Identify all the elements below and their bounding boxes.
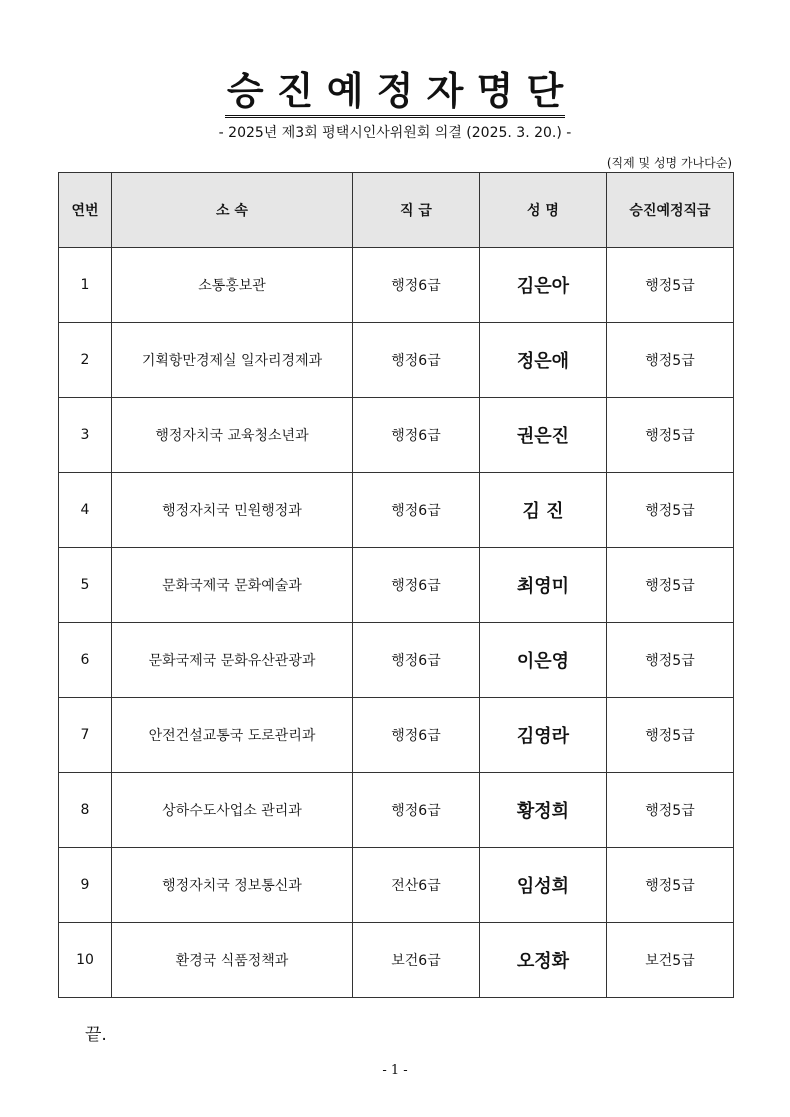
row-name: 황정희 <box>480 773 607 848</box>
document-subtitle: - 2025년 제3회 평택시인사위원회 의결 (2025. 3. 20.) - <box>218 125 572 141</box>
row-target-grade: 행정5급 <box>607 848 734 923</box>
row-name: 김영라 <box>480 698 607 773</box>
row-grade: 행정6급 <box>353 623 480 698</box>
row-department: 행정자치국 교육청소년과 <box>112 398 353 473</box>
row-department: 문화국제국 문화유산관광과 <box>112 623 353 698</box>
table-row <box>59 548 734 623</box>
row-seq: 3 <box>59 398 112 473</box>
row-name: 최영미 <box>480 548 607 623</box>
row-target-grade: 보건5급 <box>607 923 734 998</box>
row-department: 기획항만경제실 일자리경제과 <box>112 323 353 398</box>
page-number: - 1 - <box>382 1063 408 1078</box>
row-seq: 2 <box>59 323 112 398</box>
row-department: 안전건설교통국 도로관리과 <box>112 698 353 773</box>
row-seq: 9 <box>59 848 112 923</box>
row-grade: 전산6급 <box>353 848 480 923</box>
row-grade: 행정6급 <box>353 698 480 773</box>
row-seq: 4 <box>59 473 112 548</box>
row-department: 문화국제국 문화예술과 <box>112 548 353 623</box>
row-target-grade: 행정5급 <box>607 398 734 473</box>
row-department: 행정자치국 민원행정과 <box>112 473 353 548</box>
table-row <box>59 848 734 923</box>
row-grade: 행정6급 <box>353 773 480 848</box>
row-name: 오정화 <box>480 923 607 998</box>
row-seq: 7 <box>59 698 112 773</box>
table-header-row <box>59 173 734 248</box>
header-department: 소 속 <box>112 173 353 248</box>
row-seq: 10 <box>59 923 112 998</box>
row-grade: 행정6급 <box>353 398 480 473</box>
row-name: 임성희 <box>480 848 607 923</box>
row-grade: 행정6급 <box>353 323 480 398</box>
table-row <box>59 923 734 998</box>
table-row <box>59 473 734 548</box>
row-name: 이은영 <box>480 623 607 698</box>
row-seq: 5 <box>59 548 112 623</box>
row-target-grade: 행정5급 <box>607 623 734 698</box>
table-row <box>59 773 734 848</box>
header-grade: 직 급 <box>353 173 480 248</box>
row-target-grade: 행정5급 <box>607 773 734 848</box>
row-grade: 행정6급 <box>353 473 480 548</box>
document-title: 승 진 예 정 자 명 단 <box>225 68 565 118</box>
table-row <box>59 323 734 398</box>
sort-order-note: (직제 및 성명 가나다순) <box>606 156 732 170</box>
row-name: 권은진 <box>480 398 607 473</box>
row-grade: 행정6급 <box>353 548 480 623</box>
row-target-grade: 행정5급 <box>607 698 734 773</box>
row-name: 김 진 <box>480 473 607 548</box>
row-seq: 6 <box>59 623 112 698</box>
row-department: 환경국 식품정책과 <box>112 923 353 998</box>
row-name: 정은애 <box>480 323 607 398</box>
row-target-grade: 행정5급 <box>607 248 734 323</box>
row-department: 상하수도사업소 관리과 <box>112 773 353 848</box>
row-target-grade: 행정5급 <box>607 548 734 623</box>
table-row <box>59 698 734 773</box>
header-target-grade: 승진예정직급 <box>607 173 734 248</box>
end-mark: 끝. <box>85 1025 107 1045</box>
row-name: 김은아 <box>480 248 607 323</box>
row-target-grade: 행정5급 <box>607 323 734 398</box>
row-seq: 8 <box>59 773 112 848</box>
document-title-block <box>0 68 790 118</box>
promotion-roster-table <box>58 172 734 998</box>
row-grade: 보건6급 <box>353 923 480 998</box>
row-target-grade: 행정5급 <box>607 473 734 548</box>
header-seq: 연번 <box>59 173 112 248</box>
row-seq: 1 <box>59 248 112 323</box>
header-name: 성 명 <box>480 173 607 248</box>
table-row <box>59 248 734 323</box>
row-department: 소통홍보관 <box>112 248 353 323</box>
table-row <box>59 623 734 698</box>
row-grade: 행정6급 <box>353 248 480 323</box>
row-department: 행정자치국 정보통신과 <box>112 848 353 923</box>
table-row <box>59 398 734 473</box>
